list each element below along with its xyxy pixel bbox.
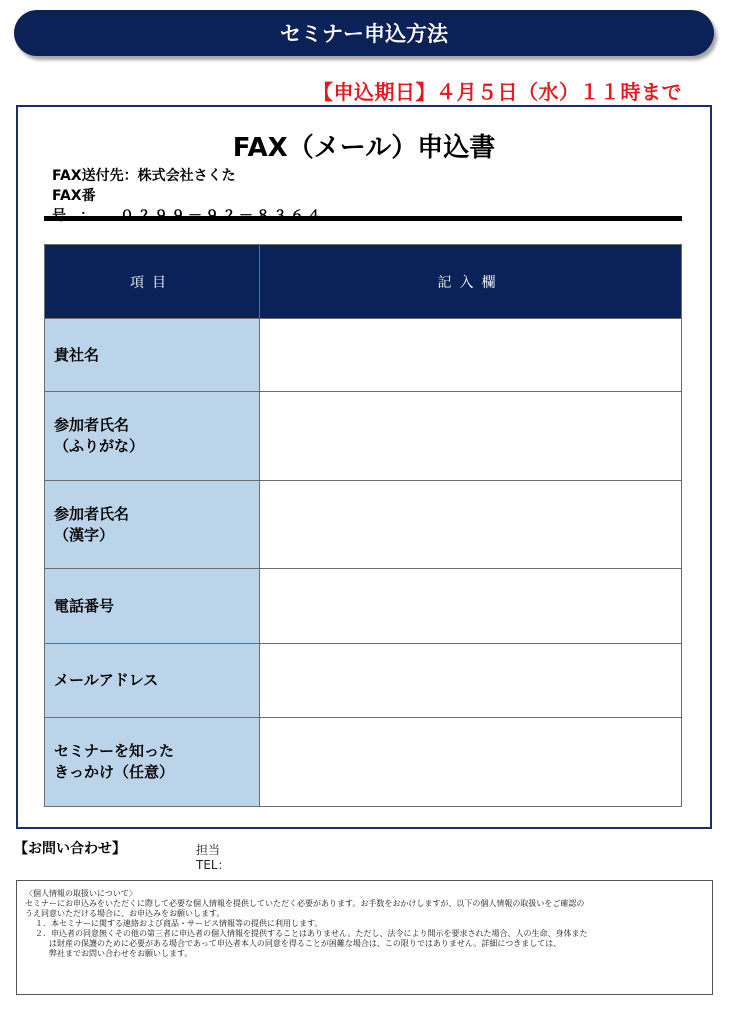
divider xyxy=(44,216,682,221)
row-attendee-furigana xyxy=(45,392,682,481)
privacy-text: セミナーにお申込みをいただくに際して必要な個人情報を提供していただく必要があります。お手数をおかけしますが、以下の個人情報の取扱いをご確認の xyxy=(25,899,585,908)
privacy-item: ２．申込者の同意無くその他の第三者に申込者の個人情報を提供することはありません。ただし、法令により開示を要求された場合、人の生命、身体また xyxy=(35,929,588,938)
row-label: 参加者氏名 （ふりがな） xyxy=(45,392,260,481)
entry-table xyxy=(44,244,682,807)
row-phone-number xyxy=(45,569,682,644)
row-email xyxy=(45,644,682,718)
inquiry-label: 【お問い合わせ】 xyxy=(14,841,126,857)
row-label: 参加者氏名 （漢字） xyxy=(45,481,260,569)
attendee-furigana-field[interactable] xyxy=(260,392,682,481)
row-referral-source xyxy=(45,718,682,807)
email-field[interactable] xyxy=(260,644,682,718)
form-title: FAX（メール）申込書 xyxy=(232,133,496,163)
row-label: セミナーを知った きっかけ（任意） xyxy=(45,718,260,807)
contact-person: 担当 xyxy=(196,843,221,857)
row-label: 電話番号 xyxy=(45,569,260,644)
privacy-notice xyxy=(16,880,713,995)
row-label: メールアドレス xyxy=(45,644,260,718)
header-entry: 記入欄 xyxy=(260,245,682,319)
banner-title: セミナー申込方法 xyxy=(280,22,448,46)
attendee-kanji-field[interactable] xyxy=(260,481,682,569)
company-name-field[interactable] xyxy=(260,319,682,392)
application-deadline: 【申込期日】４月５日（水）１１時まで xyxy=(313,80,682,104)
referral-source-field[interactable] xyxy=(260,718,682,807)
privacy-text: うえ同意いただける場合に、お申込みをお願いします。 xyxy=(25,909,225,918)
table-header-row xyxy=(45,245,682,319)
phone-number-field[interactable] xyxy=(260,569,682,644)
fax-recipient: FAX送付先：株式会社さくた xyxy=(52,168,236,184)
header-banner xyxy=(14,10,714,56)
privacy-heading: 〈個人情報の取扱いについて〉 xyxy=(25,889,137,898)
privacy-item: 弊社までお問い合わせをお願いします。 xyxy=(49,949,193,958)
row-attendee-kanji xyxy=(45,481,682,569)
contact-tel: TEL： xyxy=(196,858,230,872)
privacy-item: １．本セミナーに関する連絡および商品・サービス情報等の提供に利用します。 xyxy=(35,919,323,928)
fax-application-form xyxy=(16,105,712,829)
header-item: 項目 xyxy=(45,245,260,319)
inquiry-contact xyxy=(196,843,230,873)
row-company-name xyxy=(45,319,682,392)
privacy-item: は財産の保護のために必要がある場合であって申込者本人の同意を得ることが困難な場合は、この限りではありません。詳細につきましては、 xyxy=(49,939,562,948)
row-label: 貴社名 xyxy=(45,319,260,392)
fax-number-label: FAX番 xyxy=(52,188,96,204)
